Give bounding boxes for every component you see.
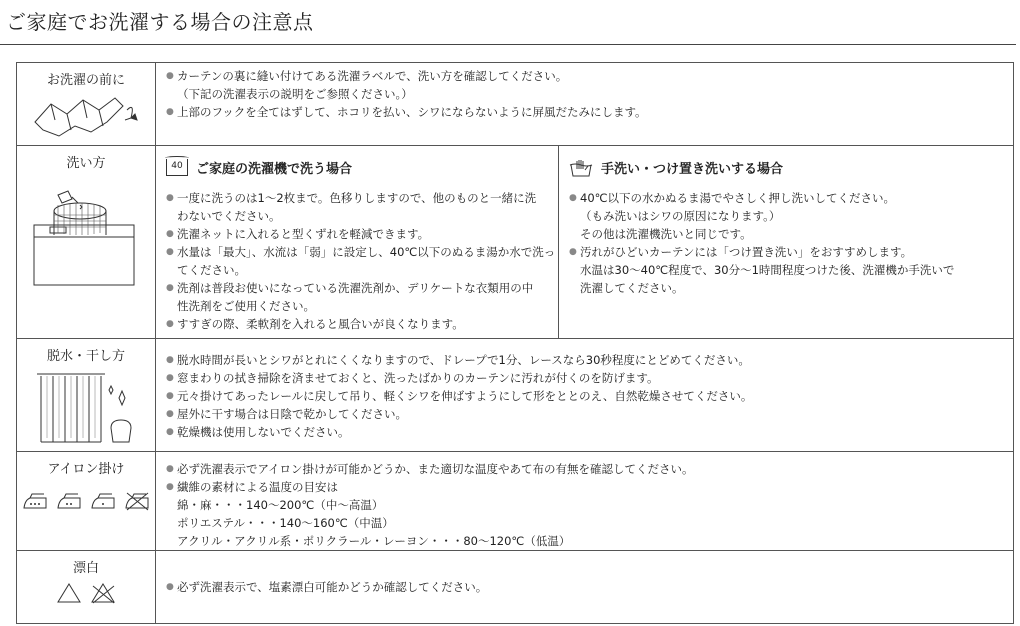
row-before-washing <box>17 63 1014 146</box>
heading-text: 手洗い・つけ置き洗いする場合 <box>601 162 784 177</box>
note-item: （もみ洗いはシワの原因になります。） <box>580 209 781 223</box>
row-drying <box>17 339 1014 452</box>
note-item: わないでください。 <box>177 209 281 223</box>
notes-cell <box>156 339 1014 452</box>
note-item: ● カーテンの裏に縫い付けてある洗濯ラベルで、洗い方を確認してください。 <box>166 67 1013 85</box>
iron-low-icon <box>90 491 116 511</box>
note-item: ● 水量は「最大」、水流は「弱」に設定し、40℃以下のぬるま湯か水で洗っ <box>166 243 558 261</box>
note-item: ● 必ず洗濯表示でアイロン掛けが可能かどうか、また適切な温度やあて布の有無を確認してください。 <box>166 460 1013 478</box>
note-item: ● 上部のフックを全てはずして、ホコリを払い、シワにならないように屏風だたみにします。 <box>166 103 1013 121</box>
no-iron-icon <box>124 491 150 511</box>
note-item: 性洗剤をご使用ください。 <box>177 299 315 313</box>
iron-symbols <box>17 491 155 511</box>
note-item: アクリル・アクリル系・ポリクラール・レーヨン・・・80～120℃（低温） <box>177 534 571 548</box>
note-item: ● 屋外に干す場合は日陰で乾かしてください。 <box>166 405 1013 423</box>
row-bleach <box>17 551 1014 624</box>
notes-cell <box>156 452 1014 551</box>
curtain-folding-illustration <box>31 92 141 140</box>
heading-text: ご家庭の洗濯機で洗う場合 <box>196 162 353 177</box>
note-item: ● 一度に洗うのは1～2枚まで。色移りしますので、他のものと一緒に洗 <box>166 189 558 207</box>
note-item: ● 40℃以下の水かぬるま湯でやさしく押し洗いしてください。 <box>569 189 1013 207</box>
note-item: ● 脱水時間が長いとシワがとれにくくなりますので、ドレープで1分、レースなら30秒程度にとどめてください。 <box>166 351 1013 369</box>
row-label: アイロン掛け <box>47 462 125 477</box>
note-item: ● 乾燥機は使用しないでください。 <box>166 423 1013 441</box>
note-item: ポリエステル・・・140～160℃（中温） <box>177 516 394 530</box>
row-washing <box>17 146 1014 339</box>
note-item: てください。 <box>177 263 246 277</box>
hand-wash-icon <box>569 159 593 177</box>
note-item: ● 洗濯ネットに入れると型くずれを軽減できます。 <box>166 225 558 243</box>
note-item: 綿・麻・・・140～200℃（中～高温） <box>177 498 384 512</box>
notes-list <box>156 452 1013 550</box>
row-label: お洗濯の前に <box>46 73 125 88</box>
notes-list <box>559 185 1013 297</box>
title-divider <box>0 44 1016 45</box>
row-label: 脱水・干し方 <box>46 349 125 364</box>
row-ironing <box>17 452 1014 551</box>
note-item: ● 洗剤は普段お使いになっている洗濯洗剤か、デリケートな衣類用の中 <box>166 279 558 297</box>
note-item: ● 繊維の素材による温度の目安は <box>166 478 1013 496</box>
label-cell <box>17 339 156 452</box>
page-title: ご家庭でお洗濯する場合の注意点 <box>6 10 314 34</box>
label-cell <box>17 63 156 146</box>
hand-wash-heading <box>569 158 1013 177</box>
note-item: ● すすぎの際、柔軟剤を入れると風合いが良くなります。 <box>166 315 558 333</box>
notes-list <box>156 185 558 333</box>
note-item: 水温は30～40℃程度で、30分～1時間程度つけた後、洗濯機か手洗いで <box>580 263 955 277</box>
bleach-symbols <box>17 582 155 604</box>
notes-cell <box>156 146 1014 339</box>
no-bleach-icon <box>90 582 116 604</box>
hanging-curtain-illustration <box>31 368 141 448</box>
note-item: ● 汚れがひどいカーテンには「つけ置き洗い」をおすすめします。 <box>569 243 1013 261</box>
notes-cell <box>156 551 1014 624</box>
notes-list <box>156 339 1013 441</box>
hand-wash-section <box>559 146 1013 338</box>
iron-medium-icon <box>56 491 82 511</box>
note-item: （下記の洗濯表示の説明をご参照ください。） <box>177 87 413 101</box>
label-cell <box>17 551 156 624</box>
note-item: ● 元々掛けてあったレールに戻して吊り、軽くシワを伸ばすようにして形をととのえ、自然乾燥させてください。 <box>166 387 1013 405</box>
note-item: ● 必ず洗濯表示で、塩素漂白可能かどうか確認してください。 <box>166 578 1013 596</box>
row-label: 漂白 <box>72 561 99 576</box>
label-cell <box>17 452 156 551</box>
notes-cell <box>156 63 1014 146</box>
notes-list <box>156 578 1013 596</box>
note-item: ● 窓まわりの拭き掃除を済ませておくと、洗ったばかりのカーテンに汚れが付くのを防げます。 <box>166 369 1013 387</box>
note-item: その他は洗濯機洗いと同じです。 <box>580 227 752 241</box>
machine-wash-heading <box>166 158 558 177</box>
label-cell <box>17 146 156 339</box>
iron-high-icon <box>22 491 48 511</box>
bleach-allowed-icon <box>56 582 82 604</box>
wash-methods <box>156 146 1013 338</box>
care-instructions-table <box>16 62 1014 624</box>
wash-tub-40-icon: 40 <box>166 159 188 176</box>
machine-wash-section <box>156 146 559 338</box>
row-label: 洗い方 <box>66 156 106 171</box>
notes-list <box>156 63 1013 121</box>
washing-machine-illustration <box>28 175 144 287</box>
note-item: 洗濯してください。 <box>580 281 684 295</box>
